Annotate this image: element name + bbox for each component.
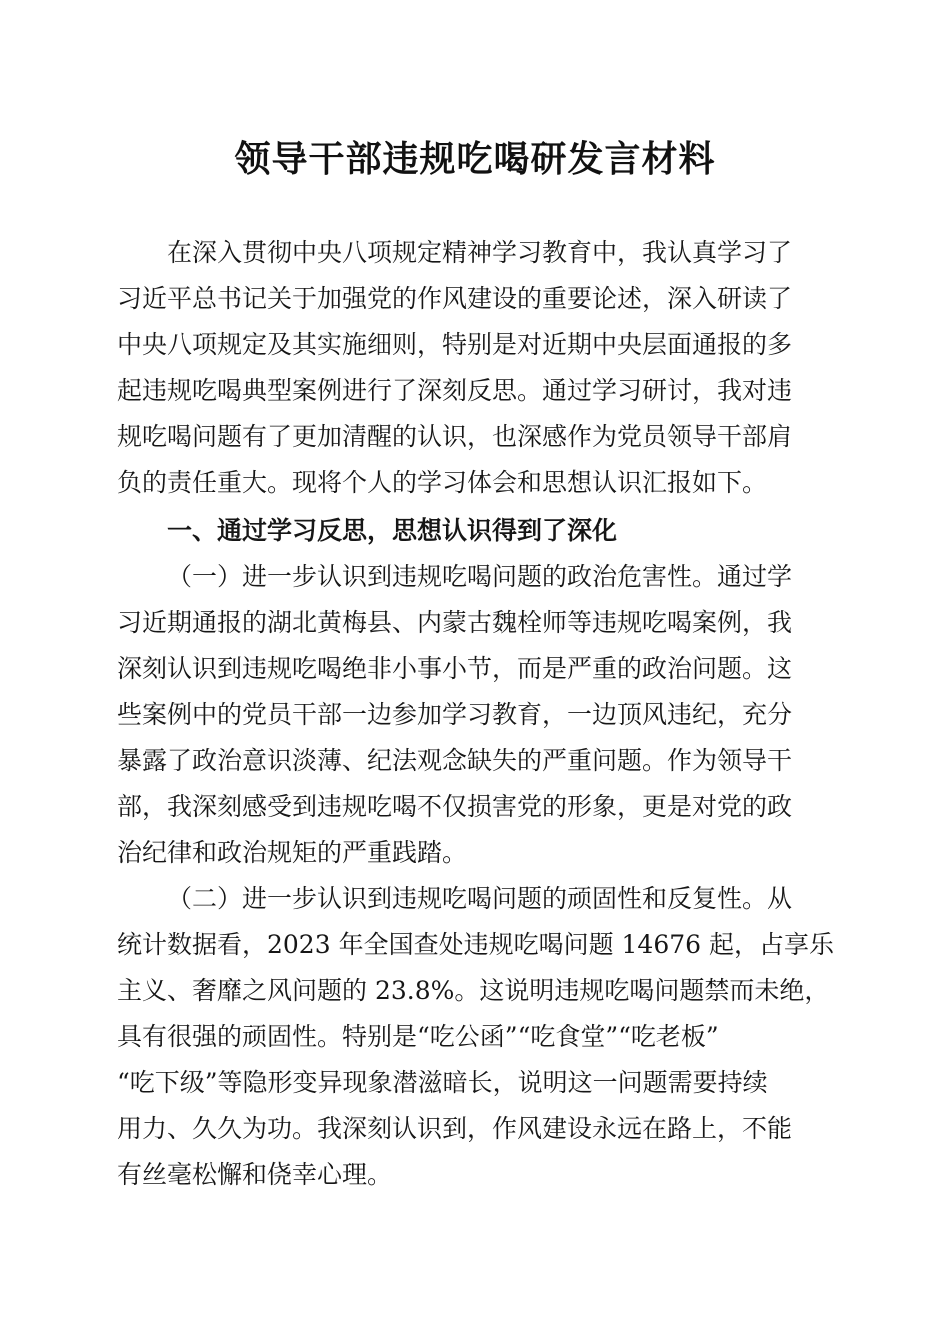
- intro-line: 中央八项规定及其实施细则，特别是对近期中央层面通报的多: [117, 330, 793, 359]
- intro-line: 起违规吃喝典型案例进行了深刻反思。通过学习研讨，我对违: [117, 376, 793, 405]
- intro-line: 负的责任重大。现将个人的学习体会和思想认识汇报如下。: [117, 468, 768, 497]
- paragraph-line: （二）进一步认识到违规吃喝问题的顽固性和反复性。从: [167, 884, 793, 913]
- paragraph-line: “吃下级”等隐形变异现象潜滋暗长，说明这一问题需要持续: [117, 1068, 768, 1097]
- paragraph-line: （一）进一步认识到违规吃喝问题的政治危害性。通过学: [167, 562, 793, 591]
- paragraph-line: 有丝毫松懈和侥幸心理。: [117, 1160, 393, 1189]
- paragraph-line: 习近期通报的湖北黄梅县、内蒙古魏栓师等违规吃喝案例，我: [117, 608, 793, 637]
- intro-line: 习近平总书记关于加强党的作风建设的重要论述，深入研读了: [117, 284, 793, 313]
- paragraph-line: 用力、久久为功。我深刻认识到，作风建设永远在路上，不能: [117, 1114, 793, 1143]
- intro-line: 规吃喝问题有了更加清醒的认识，也深感作为党员领导干部肩: [117, 422, 793, 451]
- document-title: 领导干部违规吃喝研发言材料: [234, 138, 716, 180]
- paragraph-line: 部，我深刻感受到违规吃喝不仅损害党的形象，更是对党的政: [117, 792, 793, 821]
- paragraph-line: 具有很强的顽固性。特别是“吃公函”“吃食堂”“吃老板”: [117, 1022, 719, 1051]
- paragraph-line: 深刻认识到违规吃喝绝非小事小节，而是严重的政治问题。这: [117, 654, 793, 683]
- paragraph-line: 统计数据看，2023 年全国查处违规吃喝问题 14676 起，占享乐: [117, 930, 834, 959]
- intro-line: 在深入贯彻中央八项规定精神学习教育中，我认真学习了: [167, 238, 793, 267]
- paragraph-line: 暴露了政治意识淡薄、纪法观念缺失的严重问题。作为领导干: [117, 746, 793, 775]
- paragraph-line: 些案例中的党员干部一边参加学习教育，一边顶风违纪，充分: [117, 700, 793, 729]
- section-heading: 一、通过学习反思，思想认识得到了深化: [167, 516, 618, 545]
- paragraph-line: 治纪律和政治规矩的严重践踏。: [117, 838, 468, 867]
- paragraph-line: 主义、奢靡之风问题的 23.8%。这说明违规吃喝问题禁而未绝，: [117, 976, 830, 1005]
